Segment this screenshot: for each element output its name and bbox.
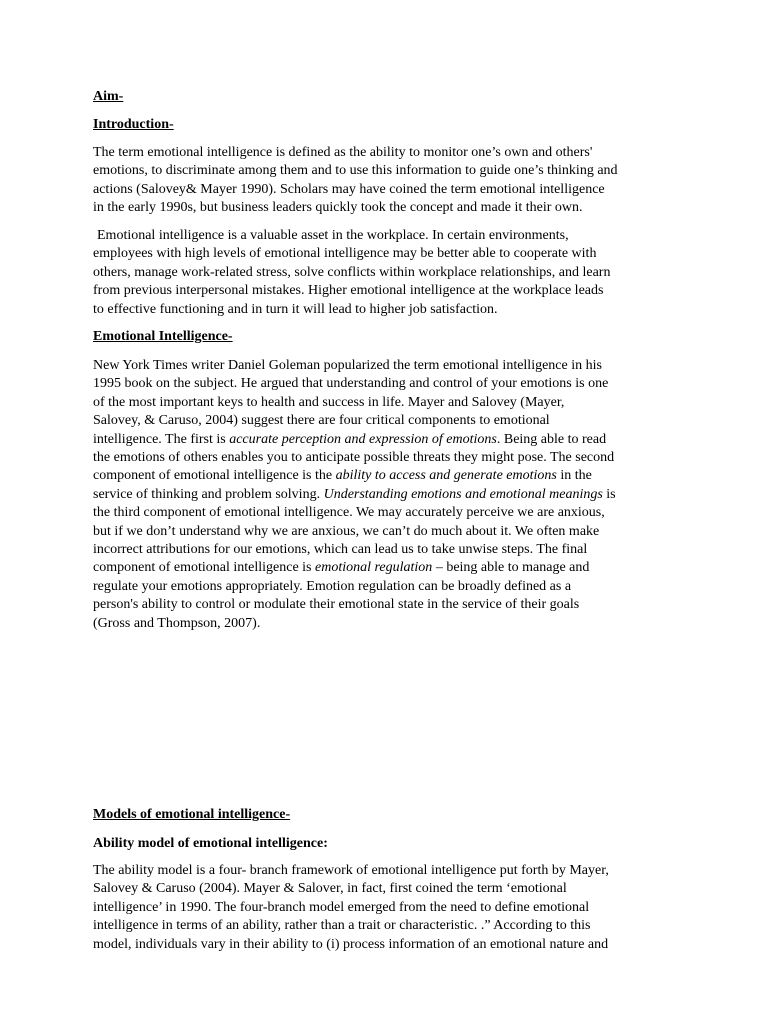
intro-paragraph-2 — [93, 227, 683, 319]
text-line: to effective functioning and in turn it will lead to higher job satisfaction. — [93, 301, 498, 317]
italic-term: Understanding emotions and emotional meanings — [323, 486, 603, 502]
text-line: emotions, to discriminate among them and to use this information to guide one’s thinking and — [93, 163, 618, 179]
text-line — [93, 431, 683, 449]
models-heading: Models of emotional intelligence- — [93, 807, 291, 822]
text-run: – being able to manage and — [432, 560, 590, 576]
emotional-intelligence-paragraph — [93, 357, 683, 633]
text-run: in the — [556, 468, 592, 484]
text-line: The ability model is a four- branch framework of emotional intelligence put forth by Mayer, — [93, 863, 609, 878]
text-line: employees with high levels of emotional intelligence may be better able to cooperate with — [93, 246, 597, 262]
text-line: of the most important keys to health and success in life. Mayer and Salovey (Mayer, — [93, 394, 565, 410]
text-line — [93, 559, 683, 577]
text-line: in the early 1990s, but business leaders quickly took the concept and made it their own. — [93, 200, 583, 216]
italic-term: ability to access and generate emotions — [335, 468, 557, 484]
text-run: is — [602, 486, 616, 502]
text-line: (Gross and Thompson, 2007). — [93, 615, 261, 631]
text-line: Salovey, & Caruso, 2004) suggest there are four critical components to emotional — [93, 413, 550, 429]
text-line — [93, 486, 683, 504]
text-line: from previous interpersonal mistakes. Higher emotional intelligence at the workplace leads — [93, 283, 604, 299]
italic-term: emotional regulation — [315, 560, 433, 576]
text-line: but if we don’t understand why we are anxious, we can’t do much about it. We often make — [93, 523, 600, 539]
intro-paragraph-1 — [93, 144, 683, 218]
text-line: the third component of emotional intelligence. We may accurately perceive we are anxious, — [93, 505, 605, 521]
text-line — [93, 467, 683, 485]
text-line: Salovey & Caruso (2004). Mayer & Salover, in fact, first coined the term ‘emotional — [93, 881, 567, 897]
text-line: regulate your emotions appropriately. Emotion regulation can be broadly defined as a — [93, 578, 572, 594]
text-line: Emotional intelligence is a valuable asset in the workplace. In certain environments, — [97, 228, 569, 243]
text-run: component of emotional intelligence is the — [93, 468, 336, 484]
aim-heading: Aim- — [93, 89, 124, 104]
text-line: New York Times writer Daniel Goleman popularized the term emotional intelligence in his — [93, 358, 602, 373]
text-run: service of thinking and problem solving. — [93, 486, 324, 502]
text-line: the emotions of others enables you to anticipate possible threats they might pose. The second — [93, 450, 615, 466]
emotional-intelligence-heading: Emotional Intelligence- — [93, 329, 233, 344]
text-line: incorrect attributions for our emotions, which can lead us to take unwise steps. The final — [93, 542, 588, 558]
ability-model-heading: Ability model of emotional intelligence: — [93, 836, 328, 851]
introduction-heading: Introduction- — [93, 117, 174, 132]
text-line: others, manage work-related stress, solve conflicts within workplace relationships, and learn — [93, 264, 611, 280]
text-line: intelligence in terms of an ability, rather than a trait or characteristic. .” According to this — [93, 918, 591, 934]
text-line: 1995 book on the subject. He argued that understanding and control of your emotions is one — [93, 376, 609, 392]
text-run: intelligence. The first is — [93, 431, 230, 447]
text-line: person's ability to control or modulate their emotional state in the service of their goals — [93, 597, 580, 613]
text-line: The term emotional intelligence is defined as the ability to monitor one’s own and others' — [93, 145, 593, 160]
italic-term: accurate perception and expression of emotions — [229, 431, 497, 447]
text-line: actions (Salovey& Mayer 1990). Scholars may have coined the term emotional intelligence — [93, 181, 605, 197]
text-run: component of emotional intelligence is — [93, 560, 315, 576]
text-line: model, individuals vary in their ability to (i) process information of an emotional nature and — [93, 936, 609, 952]
ability-model-paragraph — [93, 862, 683, 954]
text-run: . Being able to read — [496, 431, 607, 447]
text-line: intelligence’ in 1990. The four-branch model emerged from the need to define emotional — [93, 899, 590, 915]
